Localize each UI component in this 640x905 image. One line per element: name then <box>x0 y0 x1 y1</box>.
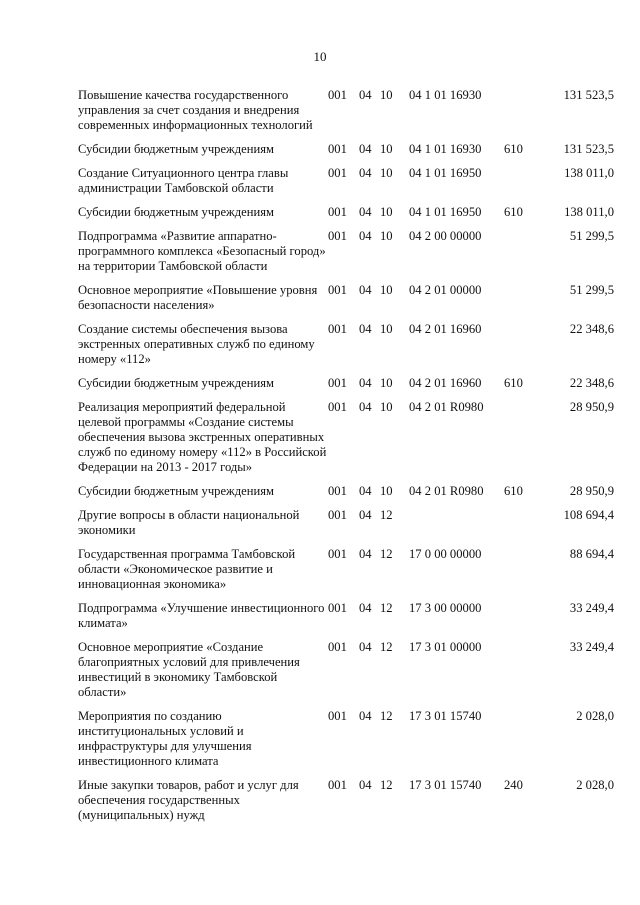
row-target-article: 04 2 01 R0980 <box>409 400 484 414</box>
row-subsection: 10 <box>380 376 393 390</box>
row-amount: 51 299,5 <box>569 283 614 297</box>
row-name: Субсидии бюджетным учреждениям <box>78 376 274 390</box>
row-name: Субсидии бюджетным учреждениям <box>78 142 274 156</box>
row-name: Подпрограмма «Развитие аппаратно-программного комплекса «Безопасный город» на территории Тамбовской области <box>78 229 326 273</box>
row-section: 04 <box>359 400 372 414</box>
row-subsection: 12 <box>380 601 393 615</box>
row-target-article: 17 0 00 00000 <box>409 547 482 561</box>
row-amount: 33 249,4 <box>569 640 614 654</box>
row-amount: 108 694,4 <box>563 508 614 522</box>
row-name: Иные закупки товаров, работ и услуг для обеспечения государственных (муниципальных) нужд <box>78 778 299 822</box>
row-grbs: 001 <box>328 484 347 498</box>
row-amount: 22 348,6 <box>569 322 614 336</box>
page-number: 10 <box>313 49 327 64</box>
table-row <box>78 166 614 205</box>
row-section: 04 <box>359 376 372 390</box>
row-amount: 131 523,5 <box>563 88 614 102</box>
row-name: Создание системы обеспечения вызова экстренных оперативных служб по единому номеру «112» <box>78 322 315 366</box>
budget-table <box>78 88 614 832</box>
row-target-article: 04 2 01 16960 <box>409 376 482 390</box>
row-section: 04 <box>359 601 372 615</box>
row-grbs: 001 <box>328 547 347 561</box>
row-subsection: 12 <box>380 778 393 792</box>
row-name: Реализация мероприятий федеральной целевой программы «Создание системы обеспечения вызова экстренных оперативных служб по единому номеру «112» в Российской Федерации на 2013 - 2017 годы» <box>78 400 327 474</box>
table-row <box>78 142 614 166</box>
row-section: 04 <box>359 322 372 336</box>
table-row <box>78 283 614 322</box>
row-section: 04 <box>359 508 372 522</box>
row-name: Подпрограмма «Улучшение инвестиционного климата» <box>78 601 325 630</box>
row-grbs: 001 <box>328 601 347 615</box>
table-row <box>78 508 614 547</box>
row-name: Создание Ситуационного центра главы администрации Тамбовской области <box>78 166 289 195</box>
row-name: Мероприятия по созданию институциональных условий и инфраструктуры для улучшения инвестиционного климата <box>78 709 252 768</box>
row-expense-type <box>504 508 540 547</box>
row-grbs: 001 <box>328 142 347 156</box>
row-expense-type <box>504 283 540 322</box>
row-section: 04 <box>359 640 372 654</box>
row-target-article: 04 1 01 16930 <box>409 142 482 156</box>
row-grbs: 001 <box>328 229 347 243</box>
row-expense-type <box>504 166 540 205</box>
table-row <box>78 376 614 400</box>
row-expense-type <box>504 709 540 778</box>
row-amount: 22 348,6 <box>569 376 614 390</box>
row-amount: 131 523,5 <box>563 142 614 156</box>
table-row <box>78 709 614 778</box>
row-amount: 28 950,9 <box>569 484 614 498</box>
row-section: 04 <box>359 229 372 243</box>
row-expense-type: 610 <box>504 376 523 390</box>
row-amount: 33 249,4 <box>569 601 614 615</box>
row-expense-type <box>504 547 540 601</box>
row-target-article: 04 1 01 16950 <box>409 166 482 180</box>
row-section: 04 <box>359 778 372 792</box>
row-subsection: 10 <box>380 142 393 156</box>
row-section: 04 <box>359 205 372 219</box>
row-target-article: 04 2 01 R0980 <box>409 484 484 498</box>
row-subsection: 12 <box>380 547 393 561</box>
row-expense-type <box>504 400 540 484</box>
row-grbs: 001 <box>328 508 347 522</box>
row-section: 04 <box>359 166 372 180</box>
row-expense-type: 610 <box>504 142 523 156</box>
row-target-article: 17 3 01 15740 <box>409 778 482 792</box>
row-subsection: 10 <box>380 229 393 243</box>
table-row <box>78 547 614 601</box>
row-name: Субсидии бюджетным учреждениям <box>78 205 274 219</box>
row-grbs: 001 <box>328 400 347 414</box>
row-name: Другие вопросы в области национальной экономики <box>78 508 300 537</box>
row-grbs: 001 <box>328 709 347 723</box>
row-target-article: 04 2 00 00000 <box>409 229 482 243</box>
table-row <box>78 484 614 508</box>
row-subsection: 10 <box>380 484 393 498</box>
row-subsection: 10 <box>380 205 393 219</box>
row-expense-type: 610 <box>504 484 523 498</box>
row-grbs: 001 <box>328 640 347 654</box>
row-target-article: 04 2 01 00000 <box>409 283 482 297</box>
row-section: 04 <box>359 484 372 498</box>
row-expense-type: 610 <box>504 205 523 219</box>
row-target-article: 17 3 00 00000 <box>409 601 482 615</box>
row-subsection: 10 <box>380 283 393 297</box>
table-row <box>78 778 614 832</box>
row-name: Субсидии бюджетным учреждениям <box>78 484 274 498</box>
row-target-article: 17 3 01 00000 <box>409 640 482 654</box>
row-name: Основное мероприятие «Повышение уровня безопасности населения» <box>78 283 318 312</box>
row-target-article: 04 2 01 16960 <box>409 322 482 336</box>
row-target-article: 17 3 01 15740 <box>409 709 482 723</box>
table-row <box>78 229 614 283</box>
row-target-article: 04 1 01 16950 <box>409 205 482 219</box>
row-grbs: 001 <box>328 166 347 180</box>
row-subsection: 12 <box>380 709 393 723</box>
row-amount: 2 028,0 <box>576 778 614 792</box>
table-row <box>78 205 614 229</box>
row-amount: 88 694,4 <box>569 547 614 561</box>
row-amount: 2 028,0 <box>576 709 614 723</box>
row-grbs: 001 <box>328 778 347 792</box>
row-amount: 138 011,0 <box>564 205 614 219</box>
row-name: Повышение качества государственного управления за счет создания и внедрения современных информационных технологий <box>78 88 313 132</box>
row-section: 04 <box>359 142 372 156</box>
row-target-article: 04 1 01 16930 <box>409 88 482 102</box>
table-row <box>78 322 614 376</box>
row-amount: 138 011,0 <box>564 166 614 180</box>
row-target-article <box>409 508 504 547</box>
row-expense-type <box>504 322 540 376</box>
row-expense-type <box>504 640 540 709</box>
row-name: Государственная программа Тамбовской области «Экономическое развитие и инновационная экономика» <box>78 547 296 591</box>
row-expense-type <box>504 88 540 142</box>
row-grbs: 001 <box>328 376 347 390</box>
row-grbs: 001 <box>328 205 347 219</box>
row-subsection: 12 <box>380 640 393 654</box>
row-section: 04 <box>359 283 372 297</box>
row-grbs: 001 <box>328 88 347 102</box>
table-row <box>78 601 614 640</box>
row-expense-type: 240 <box>504 778 523 792</box>
row-section: 04 <box>359 709 372 723</box>
row-section: 04 <box>359 88 372 102</box>
row-amount: 51 299,5 <box>569 229 614 243</box>
row-subsection: 10 <box>380 322 393 336</box>
row-grbs: 001 <box>328 283 347 297</box>
row-subsection: 10 <box>380 88 393 102</box>
table-row <box>78 88 614 142</box>
row-subsection: 10 <box>380 166 393 180</box>
row-subsection: 12 <box>380 508 393 522</box>
row-expense-type <box>504 229 540 283</box>
row-grbs: 001 <box>328 322 347 336</box>
row-amount: 28 950,9 <box>569 400 614 414</box>
row-section: 04 <box>359 547 372 561</box>
table-row <box>78 640 614 709</box>
row-expense-type <box>504 601 540 640</box>
row-name: Основное мероприятие «Создание благоприятных условий для привлечения инвестиций в экономику Тамбовской области» <box>78 640 300 699</box>
table-row <box>78 400 614 484</box>
row-subsection: 10 <box>380 400 393 414</box>
